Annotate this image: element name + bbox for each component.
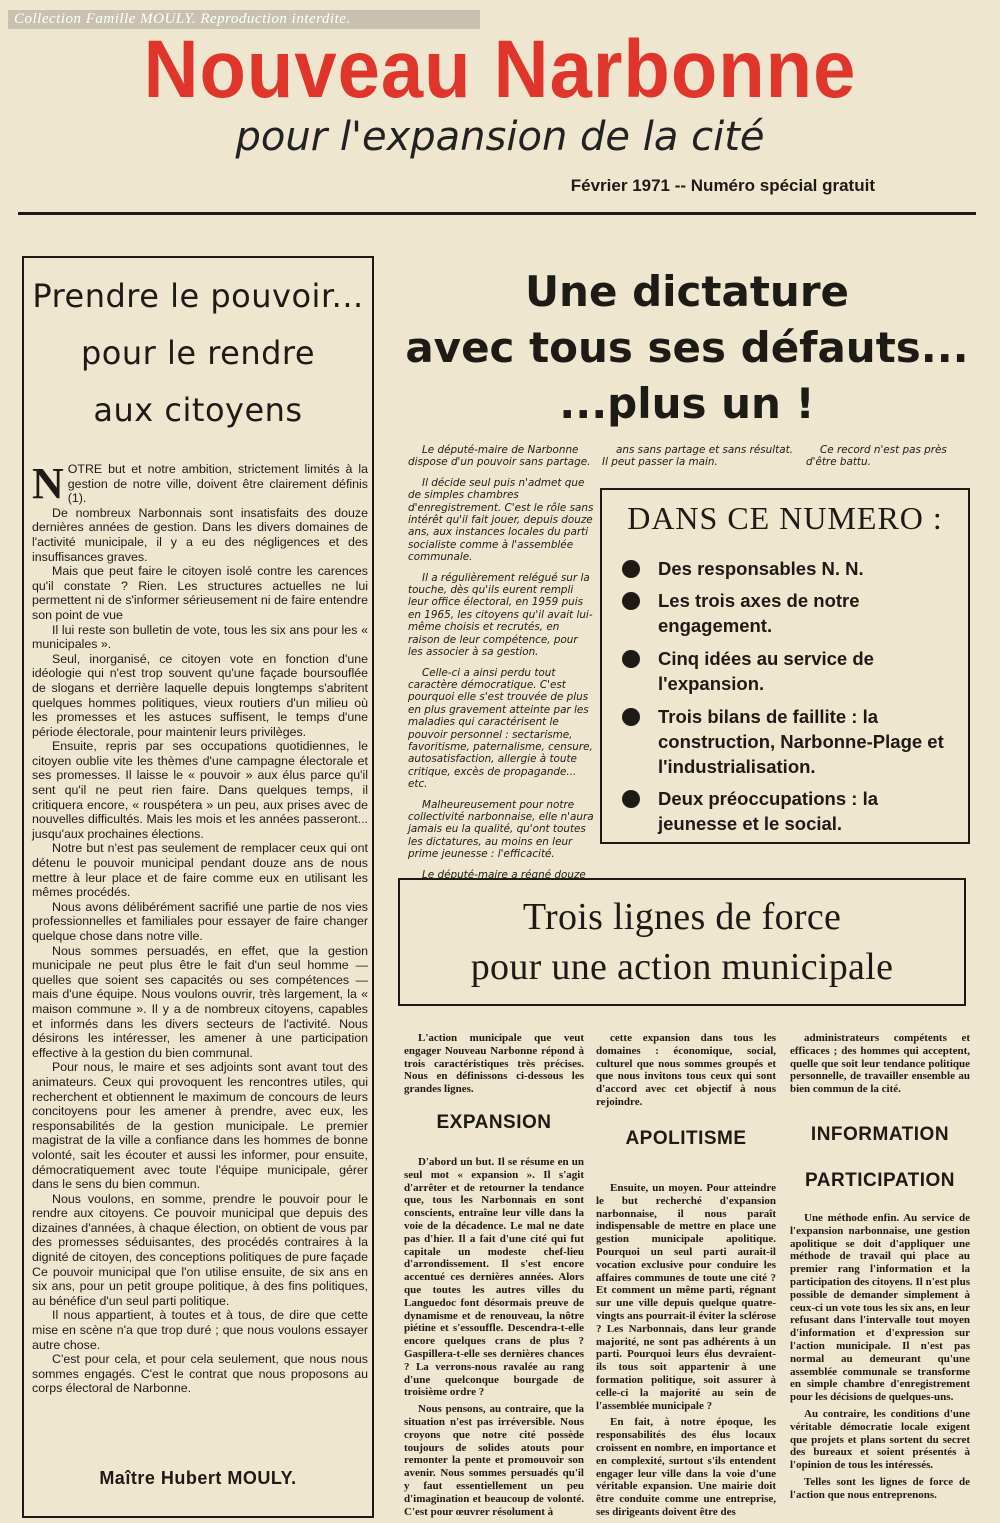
- editorial-title-line: Prendre le pouvoir...: [32, 277, 364, 315]
- watermark: Collection Famille MOULY. Reproduction interdite.: [8, 10, 480, 29]
- trois-intro-col-3: administrateurs compétents et efficaces ; des hommes qui acceptent, quelle que soit leur tendance politique personnelle, de travailler ensemble au bien commun de la cité.: [790, 1032, 970, 1096]
- apolitisme-body: [596, 1182, 776, 1523]
- masthead-title: Nouveau Narbonne: [143, 23, 857, 116]
- heading-information: INFORMATION: [810, 1124, 950, 1145]
- editorial-paragraph: Il lui reste son bulletin de vote, tous les six ans pour les « municipales ».: [32, 622, 368, 652]
- summary-item: Deux préoccupations : la jeunesse et le social.: [622, 786, 952, 836]
- dictature-title-line: avec tous ses défauts...: [405, 323, 969, 372]
- editorial-paragraph: De nombreux Narbonnais sont insatisfaits des douze dernières années de gestion. Dans les divers domaines de l'activité municipale, il y a eu des négligences et des insuffisances graves.: [32, 505, 368, 564]
- dictature-title-line: ...plus un !: [559, 379, 815, 428]
- bullet-icon: [622, 708, 640, 726]
- dictature-column-3: [806, 444, 976, 477]
- bullet-icon: [622, 592, 640, 610]
- expansion-body: [404, 1156, 584, 1522]
- body-paragraph: Nous pensons, au contraire, que la situation n'est pas irréversible. Nous croyons que notre cité possède toujours de solides atouts pour remonter la pente et promouvoir son avenir. Nous sommes persuadés qu'il y faut essentiellement un peu d'imagination et beaucoup de volonté. C'est pour œuvrer résolument à: [404, 1403, 584, 1518]
- body-paragraph: Ensuite, un moyen. Pour atteindre le but recherché d'expansion narbonnaise, il nous paraît indispensable de mettre en place une gestion municipale apolitique. Pourquoi un seul parti aurait-il vocation exclusive pour conduire les affaires communes de toute une cité ? Et comment un même parti, régnant sur une ville depuis quelque quatre-vingts ans pourrait-il éviter la sclérose ? Les Narbonnais, dans leur grande majorité, ne sont pas adhérents à un parti. Pourquoi leurs élus devraient-ils tous soit appartenir à une formation politique, soit assurer à celle-ci la majorité au sein de l'assemblée municipale ?: [596, 1182, 776, 1412]
- editorial-paragraph: Mais que peut faire le citoyen isolé contre les carences qu'il constate ? Rien. Les structures actuelles ne lui permettent ni de s'informer sérieusement ni de faire entendre son point de vue: [32, 564, 368, 622]
- editorial-paragraph: Pour nous, le maire et ses adjoints sont avant tout des animateurs. Ceux qui provoquent les rencontres utiles, qui recherchent et obtiennent le maximum de concours de leurs concitoyens pour les amener à prendre, avec eux, les responsabilités de la gestion municipale. Le premier magistrat de la ville a confiance dans les hommes de bonne volonté, sait les écouter et aussi les informer, pour ensuite, démocratiquement avec toute l'équipe municipale, gérer dans le sens du bien commun.: [32, 1060, 368, 1192]
- editorial-paragraph: NOTRE but et notre ambition, strictement limités à la gestion de notre ville, doivent être clairement définis (1).: [32, 459, 368, 508]
- heading-apolitisme: APOLITISME: [625, 1128, 747, 1149]
- information-body: [790, 1212, 970, 1506]
- editorial-paragraph: Nous voulons, en somme, prendre le pouvoir pour le rendre aux citoyens. Ce pouvoir municipal que depuis des dizaines d'années, à chaque élection, on obtient de vous par des promesses séduisantes, des procédés contraires à la dignité de citoyen, des conceptions politiques de pure façade Ce pouvoir municipal que l'on utilise ensuite, de six ans en six ans, pour un petit groupe politique, à des fins politiques, au bénéfice d'un seul parti politique.: [32, 1191, 368, 1308]
- body-paragraph: Au contraire, les conditions d'une véritable démocratie locale exigent que projets et plans sortent du secret des bureaux et soient présentés à l'opinion de tous les intéressés.: [790, 1407, 970, 1472]
- dictature-paragraph: ans sans partage et sans résultat. Il peut passer la main.: [602, 444, 793, 469]
- trois-title-line: Trois lignes de force: [522, 896, 842, 938]
- issue-date: Février 1971 -- Numéro spécial gratuit: [570, 176, 875, 195]
- dictature-paragraph: Celle-ci a ainsi perdu tout caractère démocratique. C'est pourquoi elle s'est trouvée de plus en plus gravement atteinte par les maladies qui caractérisent le pouvoir personnel : sectarisme, favoritisme, paternalisme, censure, autosatisfaction, allergie à toute critique, excès de propagande... etc.: [408, 666, 593, 791]
- masthead-subtitle: pour l'expansion de la cité: [235, 114, 765, 160]
- header-rule: [18, 212, 976, 215]
- body-paragraph: Telles sont les lignes de force de l'action que nous entreprenons.: [790, 1475, 970, 1501]
- summary-title: DANS CE NUMERO :: [627, 500, 943, 536]
- editorial-title: [24, 268, 372, 439]
- dictature-paragraph: Malheureusement pour notre collectivité narbonnaise, elle n'aura jamais eu la qualité, qu'ont toutes les dictatures, au moins en leur prime jeunesse : l'efficacité.: [408, 798, 594, 861]
- editorial-paragraph: Nous sommes persuadés, en effet, que la gestion municipale ne peut plus être le fait d'un seul homme — quelles que soient ses capacités ou ses compétences — mais d'une équipe. Nous voulons ouvrir, très largement, la « maison commune ». Il y a de nombreux citoyens, capables et informés dans les divers secteurs de l'activité. Nous désirons les intéresser, les amener à une participation effective à la gestion du bien communal.: [32, 943, 368, 1060]
- editorial-title-line: pour le rendre: [80, 334, 316, 372]
- editorial-body: [32, 459, 368, 1396]
- dictature-title-line: Une dictature: [524, 267, 850, 316]
- summary-item: Trois bilans de faillite : la construction, Narbonne-Plage et l'industrialisation.: [622, 704, 952, 779]
- drop-cap: N: [32, 459, 64, 508]
- editorial-author: Maître Hubert MOULY.: [99, 1468, 297, 1488]
- dictature-column-2: [602, 444, 794, 477]
- bullet-icon: [622, 790, 640, 808]
- body-paragraph: D'abord un but. Il se résume en un seul mot « expansion ». Il s'agit d'arrêter et de retourner la tendance que, tous les Narbonnais en sont conscients, entraîne leur ville dans la voie de la décadence. Le mal ne date pas d'hier. Il a fait d'une cité qui fut capitale un modeste chef-lieu d'arrondissement. Il s'est encore accentué ces dernières années. Alors que toutes les autres villes du Languedoc font désormais preuve de dynamisme et de renouveau, la nôtre piétine et s'essouffle. Descendra-t-elle encore quelques crans de plus ? Gaspillera-t-elle ses dernières chances ? La verrons-nous ravalée au rang d'une quelconque bourgade de troisième ordre ?: [404, 1156, 584, 1399]
- dictature-paragraph: Le député-maire a régné douze: [422, 868, 586, 881]
- trois-intro-col-2: cette expansion dans tous les domaines : économique, social, culturel que nous sommes groupés et que nous invitons tous ceux qui sont d'accord avec cet objectif à nous rejoindre.: [596, 1032, 776, 1108]
- dictature-paragraph: Le député-maire de Narbonne dispose d'un pouvoir sans partage.: [408, 444, 591, 469]
- editorial-paragraph: Nous avons délibérément sacrifié une partie de nos vies professionnelles et familiales pour essayer de faire changer quelque chose dans notre ville.: [32, 899, 368, 943]
- trois-intro-col-1: L'action municipale que veut engager Nouveau Narbonne répond à trois caractéristiques très précises. Nous en définissons ci-dessous les grandes lignes.: [404, 1032, 584, 1096]
- editorial-paragraph: Ensuite, repris par ses occupations quotidiennes, le citoyen oublie vite les thèmes d'une campagne électorale et ses promesses. Il laisse le « pouvoir » aux élus parce qu'il sent qu'il ne peut rien faire. Dans quelques temps, il critiquera encore, « rouspétera » un peu, aux prises avec de nouvelles difficultés. Mais les mois et les années passeront... jusqu'aux prochaines élections.: [32, 739, 368, 841]
- body-paragraph: En fait, à notre époque, les responsabilités des élus locaux croissent en nombre, en importance et en complexité, surtout s'ils entendent engager leur ville dans la voie d'une véritable expansion. Une mairie doit être conduite comme une entreprise, ses dirigeants doivent être des: [596, 1416, 776, 1518]
- summary-item: Des responsables N. N.: [622, 556, 952, 581]
- dictature-title: [392, 264, 982, 432]
- editorial-paragraph: Seul, inorganisé, ce citoyen vote en fonction d'une idéologie qui n'est trop souvent qu'une façade boursouflée de slogans et derrière laquelle depuis longtemps s'abritent quelques hommes politiques, vieux routiers d'un milieu où les promesses et les astuces suffisent, le temps d'une période électorale, pour maintenir leurs privilèges.: [32, 651, 368, 739]
- editorial-title-line: aux citoyens: [93, 391, 303, 429]
- editorial-paragraph: Notre but n'est pas seulement de remplacer ceux qui ont détenu le pouvoir municipal pendant douze ans de nous mettre à leur place et de faire comme eux en utilisant les mêmes procédés.: [32, 841, 368, 900]
- trois-title: [400, 892, 964, 992]
- editorial-paragraph: C'est pour cela, et pour cela seulement, que nous nous sommes engagés. C'est le contrat que nous proposons au corps électoral de Narbonne.: [32, 1352, 368, 1396]
- heading-expansion: EXPANSION: [436, 1112, 552, 1133]
- editorial-paragraph: Il nous appartient, à toutes et à tous, de dire que cette mise en scène n'a que trop duré ; que nous voulons essayer autre chose.: [32, 1308, 368, 1352]
- heading-participation: PARTICIPATION: [804, 1170, 956, 1191]
- dictature-paragraph: Il décide seul puis n'admet que de simples chambres d'enregistrement. C'est le rôle sans intérêt qu'il fait jouer, depuis douze ans, aux instances locales du parti socialiste comme à l'assemblée communale.: [408, 476, 594, 564]
- bullet-icon: [622, 560, 640, 578]
- bullet-icon: [622, 650, 640, 668]
- dictature-column-1: [408, 444, 594, 889]
- summary-item: Les trois axes de notre engagement.: [622, 588, 952, 638]
- dictature-paragraph: Ce record n'est pas près d'être battu.: [806, 444, 947, 469]
- dictature-paragraph: Il a régulièrement relégué sur la touche, dès qu'ils eurent rempli leur office électoral, en 1959 puis en 1965, les citoyens qu'il avait lui-même choisis et recrutés, en raison de leur compétence, pour les associer à sa gestion.: [408, 571, 593, 659]
- summary-item: Cinq idées au service de l'expansion.: [622, 646, 952, 696]
- body-paragraph: Une méthode enfin. Au service de l'expansion narbonnaise, une gestion apolitique se doit d'appliquer une méthode de travail qui place au premier rang l'information et la participation des citoyens. Il n'est plus possible de demander simplement à ceux-ci un vote tous les six ans, en leur refusant dans l'intervalle tout moyen d'information et d'expression sur l'action municipale. Il n'est pas normal au demeurant qu'une assemblée communale se transforme en simple chambre d'enregistrement pour les décisions de quelques-uns.: [790, 1212, 970, 1404]
- trois-title-line: pour une action municipale: [470, 946, 894, 988]
